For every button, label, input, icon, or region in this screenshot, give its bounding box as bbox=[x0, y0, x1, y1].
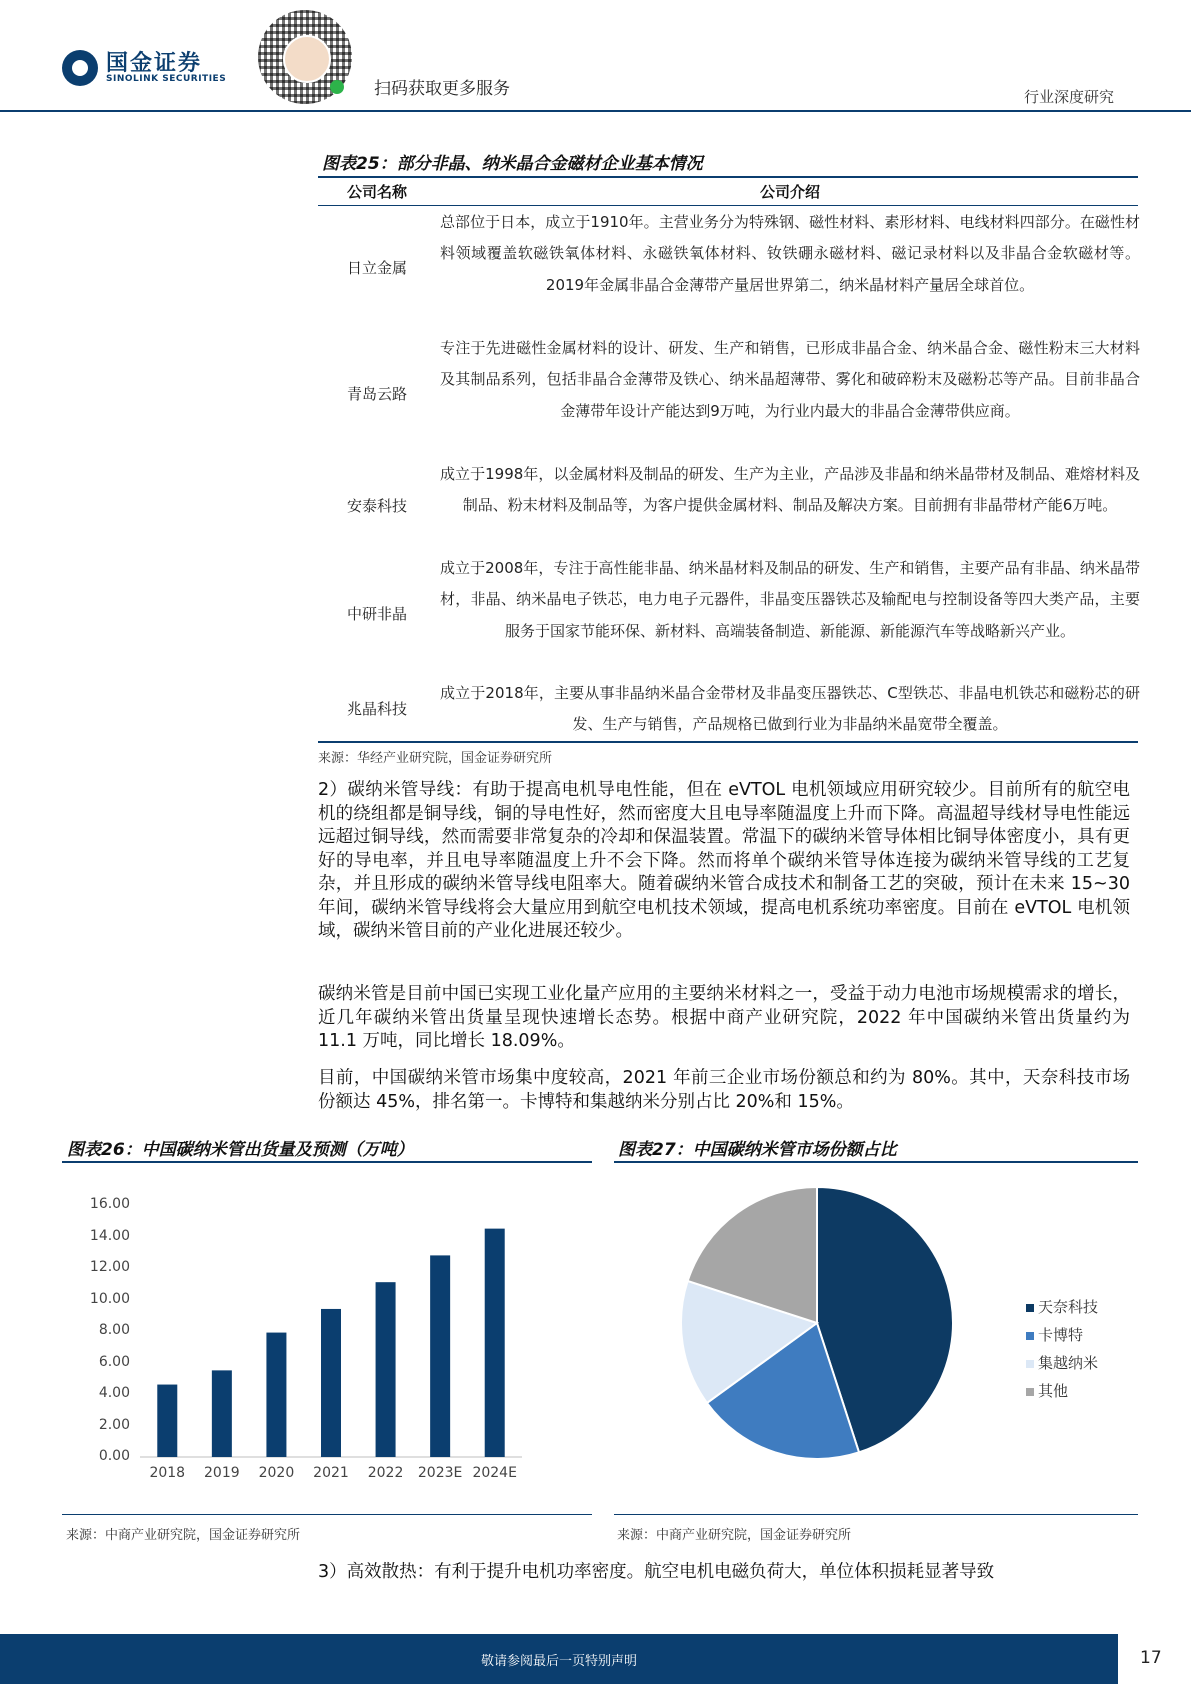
qr-center-logo-icon bbox=[283, 35, 331, 83]
table25-header-rule bbox=[318, 205, 1138, 206]
bar-2022 bbox=[376, 1282, 396, 1457]
legend-label: 集越纳米 bbox=[1038, 1354, 1099, 1372]
bar-2024E bbox=[485, 1229, 505, 1457]
company-desc: 成立于1998年，以金属材料及制品的研发、生产为主业，产品涉及非晶和纳米晶带材及制品、难熔材料及制品、粉末材料及制品等，为客户提供金属材料、制品及解决方案。目前拥有非晶带材产能6万吨。 bbox=[440, 465, 1140, 515]
paragraph-cnt-market: 碳纳米管是目前中国已实现工业化量产应用的主要纳米材料之一，受益于动力电池市场规模需求的增长，近几年碳纳米管出货量呈现快速增长态势。根据中商产业研究院，2022 年中国碳纳米管出货量约为 11.1 万吨，同比增长 18.09%。 bbox=[318, 984, 1130, 1051]
company-logo-icon bbox=[62, 50, 98, 86]
legend-swatch bbox=[1026, 1388, 1034, 1396]
chart26-top-rule bbox=[62, 1161, 592, 1163]
logo-text-en: SINOLINK SECURITIES bbox=[106, 74, 227, 84]
x-tick-label: 2023E bbox=[417, 1465, 463, 1481]
y-tick-label: 14.00 bbox=[89, 1227, 130, 1244]
bar-2020 bbox=[266, 1333, 286, 1457]
bar-chart-svg bbox=[62, 1180, 592, 1500]
chart26-bottom-rule bbox=[62, 1514, 592, 1515]
y-tick-label: 12.00 bbox=[89, 1259, 130, 1275]
bar-chart bbox=[62, 1180, 592, 1500]
x-tick-label: 2019 bbox=[204, 1465, 240, 1481]
table25-top-rule bbox=[318, 176, 1138, 178]
y-tick-label: 4.00 bbox=[98, 1385, 130, 1401]
chart26-title: 图表26：中国碳纳米管出货量及预测（万吨） bbox=[67, 1140, 414, 1160]
y-tick-label: 2.00 bbox=[98, 1416, 130, 1433]
chart27-bottom-rule bbox=[614, 1514, 1138, 1515]
table25-col-desc: 公司介绍 bbox=[759, 183, 820, 201]
bar-2019 bbox=[212, 1370, 232, 1457]
company-desc: 成立于2008年，专注于高性能非晶、纳米晶材料及制品的研发、生产和销售，主要产品有非晶、纳米晶带材，非晶、纳米晶电子铁芯，电力电子元器件，非晶变压器铁芯及输配电与控制设备等四大类产品，主要服务于国家节能环保、新材料、高端装备制造、新能源、新能源汽车等战略新兴产业。 bbox=[440, 559, 1140, 640]
y-tick-label: 8.00 bbox=[98, 1322, 130, 1338]
paragraph-cooling: 3）高效散热：有利于提升电机功率密度。航空电机电磁负荷大，单位体积损耗显著导致 bbox=[318, 1562, 995, 1582]
scan-prompt: 扫码获取更多服务 bbox=[374, 79, 510, 99]
footer-disclaimer[interactable]: 敬请参阅最后一页特别声明 bbox=[480, 1654, 637, 1669]
bar-2021 bbox=[321, 1309, 341, 1457]
y-tick-label: 16.00 bbox=[89, 1196, 130, 1212]
legend-item bbox=[1026, 1324, 1083, 1345]
legend-label: 天奈科技 bbox=[1038, 1298, 1099, 1316]
x-tick-label: 2018 bbox=[149, 1465, 186, 1481]
wechat-icon bbox=[330, 80, 344, 94]
legend-item bbox=[1026, 1380, 1068, 1401]
table25-col-name: 公司名称 bbox=[346, 183, 407, 201]
legend-swatch bbox=[1026, 1360, 1034, 1368]
company-name: 青岛云路 bbox=[346, 385, 407, 403]
x-tick-label: 2022 bbox=[367, 1465, 404, 1481]
pie-chart bbox=[614, 1180, 1138, 1500]
company-desc: 专注于先进磁性金属材料的设计、研发、生产和销售，已形成非晶合金、纳米晶合金、磁性粉末三大材料及其制品系列，包括非晶合金薄带及铁心、纳米晶超薄带、雾化和破碎粉末及磁粉芯等产品。目前非晶合金薄带年设计产能达到9万吨，为行业内最大的非晶合金薄带供应商。 bbox=[440, 339, 1140, 420]
chart26-source: 来源：中商产业研究院，国金证券研究所 bbox=[66, 1528, 301, 1543]
company-desc: 成立于2018年，主要从事非晶纳米晶合金带材及非晶变压器铁芯、C型铁芯、非晶电机铁芯和磁粉芯的研发、生产与销售，产品规格已做到行业为非晶纳米晶宽带全覆盖。 bbox=[440, 684, 1140, 734]
legend-item bbox=[1026, 1296, 1098, 1317]
table25-title: 图表25：部分非晶、纳米晶合金磁材企业基本情况 bbox=[322, 154, 703, 174]
company-name: 中研非晶 bbox=[346, 605, 407, 623]
x-tick-label: 2024E bbox=[472, 1465, 517, 1481]
bar-2018 bbox=[157, 1385, 177, 1457]
company-desc: 总部位于日本，成立于1910年。主营业务分为特殊钢、磁性材料、素形材料、电线材料四部分。在磁性材料领域覆盖软磁铁氧体材料、永磁铁氧体材料、钕铁硼永磁材料、磁记录材料以及非晶合金软磁材等。2019年金属非晶合金薄带产量居世界第二，纳米晶材料产量居全球首位。 bbox=[440, 213, 1140, 294]
chart27-top-rule bbox=[614, 1161, 1138, 1163]
bar-2023E bbox=[430, 1255, 450, 1457]
y-tick-label: 6.00 bbox=[98, 1353, 130, 1370]
legend-swatch bbox=[1026, 1332, 1034, 1340]
legend-label: 其他 bbox=[1038, 1382, 1069, 1400]
legend-label: 卡博特 bbox=[1038, 1326, 1084, 1344]
paragraph-cnt-wire: 2）碳纳米管导线：有助于提高电机导电性能，但在 eVTOL 电机领域应用研究较少。目前所有的航空电机的绕组都是铜导线，铜的导电性好，然而密度大且电导率随温度上升而下降。高温超导线材导电性能远远超过铜导线，然而需要非常复杂的冷却和保温装置。常温下的碳纳米管导体相比铜导体密度小，具有更好的导电率，并且电导率随温度上升不会下降。然而将单个碳纳米管导体连接为碳纳米管导线的工艺复杂，并且形成的碳纳米管导线电阻率大。随着碳纳米管合成技术和制备工艺的突破，预计在未来 15~30 年间，碳纳米管导线将会大量应用到航空电机技术领域，提高电机系统功率密度。目前在 eVTOL 电机领域，碳纳米管目前的产业化进展还较少。 bbox=[318, 780, 1130, 941]
table25-bottom-rule bbox=[318, 741, 1138, 743]
header-divider bbox=[0, 110, 1191, 112]
logo-text-cn: 国金证券 bbox=[106, 51, 203, 76]
chart27-title: 图表27：中国碳纳米管市场份额占比 bbox=[618, 1140, 897, 1160]
company-name: 安泰科技 bbox=[346, 497, 407, 515]
company-name: 日立金属 bbox=[346, 259, 407, 277]
chart27-source: 来源：中商产业研究院，国金证券研究所 bbox=[617, 1528, 852, 1543]
legend-swatch bbox=[1026, 1304, 1034, 1312]
x-tick-label: 2021 bbox=[313, 1465, 349, 1481]
legend-item bbox=[1026, 1352, 1098, 1373]
paragraph-cnt-share: 目前，中国碳纳米管市场集中度较高，2021 年前三企业市场份额总和约为 80%。其中，天奈科技市场份额达 45%，排名第一。卡博特和集越纳米分别占比 20%和 15%。 bbox=[318, 1068, 1130, 1112]
table25-source: 来源：华经产业研究院，国金证券研究所 bbox=[318, 751, 553, 766]
y-tick-label: 10.00 bbox=[89, 1290, 130, 1307]
y-tick-label: 0.00 bbox=[98, 1448, 130, 1464]
report-type: 行业深度研究 bbox=[1024, 88, 1115, 106]
x-tick-label: 2020 bbox=[258, 1465, 295, 1481]
company-name: 兆晶科技 bbox=[346, 700, 407, 718]
page-number: 17 bbox=[1140, 1648, 1162, 1668]
